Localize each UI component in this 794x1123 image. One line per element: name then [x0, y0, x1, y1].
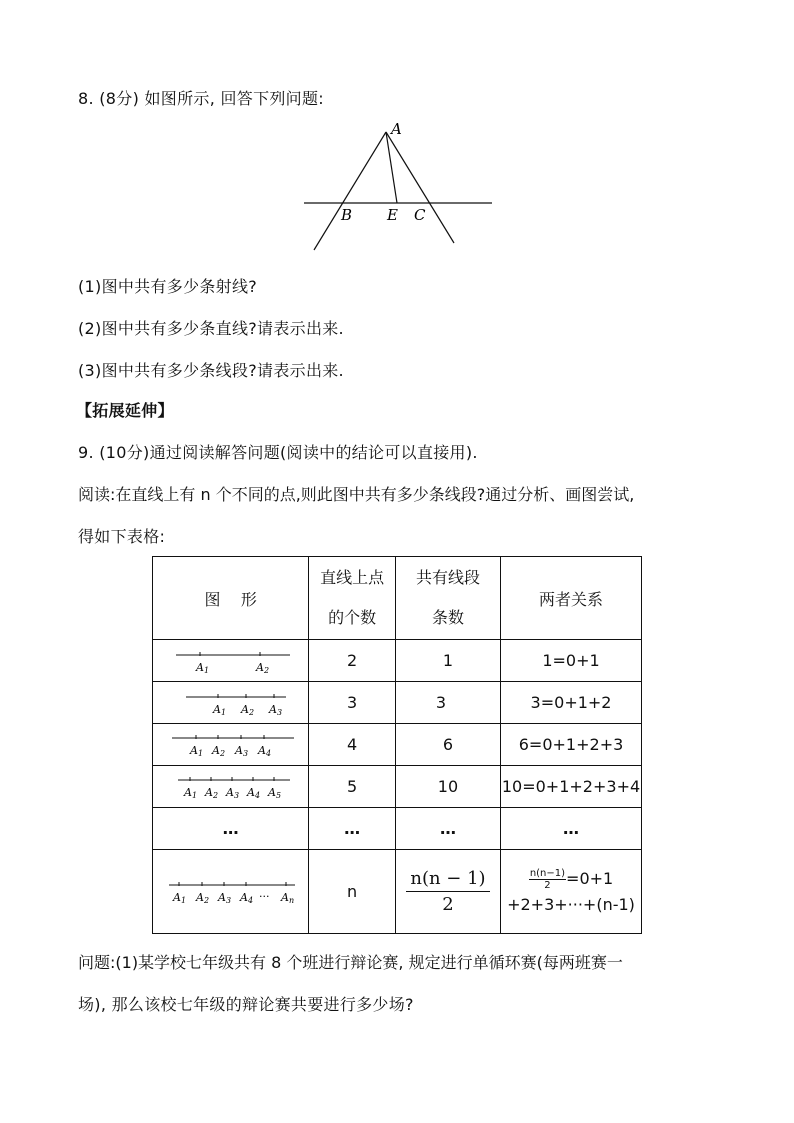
points-cell: n: [309, 850, 396, 934]
line-ab: [314, 132, 386, 250]
relation-line2: +2+3+···+(n-1): [507, 894, 635, 914]
point-label: A1: [183, 785, 197, 800]
point-label: A2: [255, 660, 269, 675]
table-row: [153, 640, 642, 682]
segments-formula: [406, 868, 489, 915]
points-cell: 4: [309, 724, 396, 766]
point-label: A1: [195, 660, 209, 675]
point-label: A5: [267, 785, 281, 800]
point-label: A2: [211, 743, 225, 758]
relation-cell: [501, 850, 642, 934]
point-label: A4: [246, 785, 260, 800]
header-points: [309, 557, 396, 640]
label-a: A: [391, 120, 402, 138]
point-label: A3: [234, 743, 248, 758]
points-cell: 2: [309, 640, 396, 682]
point-label: A3: [225, 785, 239, 800]
formula-denominator: 2: [442, 894, 454, 915]
q8-sub2: (2)图中共有多少条直线?请表示出来.: [78, 319, 344, 338]
points-cell: 3: [309, 682, 396, 724]
point-label: A4: [257, 743, 271, 758]
figure-cell: [153, 724, 309, 766]
figure-cell: [153, 640, 309, 682]
relation-cell: 6=0+1+2+3: [501, 724, 642, 766]
q9-title: 9. (10分)通过阅读解答问题(阅读中的结论可以直接用).: [78, 443, 478, 462]
relation-line1: [501, 866, 641, 892]
table-row-general: [153, 850, 642, 934]
segments-cell: 10: [395, 766, 500, 808]
header-segments-line2: 条数: [431, 608, 464, 627]
table-header-row: [153, 557, 642, 640]
q8-sub1: (1)图中共有多少条射线?: [78, 277, 258, 296]
point-label: A2: [240, 702, 254, 717]
points-cell: 5: [309, 766, 396, 808]
relation-numerator: n(n−1): [529, 867, 566, 879]
relation-cell: 1=0+1: [501, 640, 642, 682]
ellipsis-cell: …: [309, 808, 396, 850]
segments-cell: [395, 850, 500, 934]
segment-figure: [166, 646, 296, 676]
segments-cell: 3: [395, 682, 500, 724]
header-segments-line1: 共有线段: [415, 568, 480, 587]
segment-figure: [166, 730, 296, 760]
relation-formula: [529, 868, 566, 891]
point-label: A1: [172, 890, 186, 905]
relation-cell: 3=0+1+2: [501, 682, 642, 724]
header-points-line2: 的个数: [328, 608, 377, 627]
segment-figure: [163, 877, 299, 907]
point-label: A2: [195, 890, 209, 905]
dots-label: ···: [258, 889, 270, 903]
ellipsis-cell: …: [153, 808, 309, 850]
point-label: A1: [189, 743, 203, 758]
q9-question1: 问题:(1)某学校七年级共有 8 个班进行辩论赛, 规定进行单循环赛(每两班赛一: [78, 953, 623, 972]
table-row: [153, 682, 642, 724]
relation-cell: 10=0+1+2+3+4: [501, 766, 642, 808]
table-row: [153, 766, 642, 808]
figure-cell: [153, 766, 309, 808]
q8-title: 8. (8分) 如图所示, 回答下列问题:: [78, 89, 324, 108]
ellipsis-cell: …: [395, 808, 500, 850]
label-e: E: [387, 206, 398, 224]
segments-cell: 1: [395, 640, 500, 682]
segment-figure: [166, 772, 296, 802]
ellipsis-cell: …: [501, 808, 642, 850]
header-segments: [395, 557, 500, 640]
header-relation: 两者关系: [501, 557, 642, 640]
label-c: C: [414, 206, 426, 224]
segments-table: [152, 556, 642, 934]
point-label: A4: [239, 890, 253, 905]
section-heading: 【拓展延伸】: [76, 401, 174, 420]
table-row: [153, 724, 642, 766]
segment-figure: [166, 688, 296, 718]
q9-question1b: 场), 那么该校七年级的辩论赛共要进行多少场?: [78, 995, 414, 1014]
point-label: A1: [212, 702, 226, 717]
header-points-line1: 直线上点: [320, 568, 385, 587]
q8-sub3: (3)图中共有多少条线段?请表示出来.: [78, 361, 344, 380]
segments-cell: 6: [395, 724, 500, 766]
table-row-ellipsis: [153, 808, 642, 850]
header-figure: 图 形: [153, 557, 309, 640]
point-label: A3: [268, 702, 282, 717]
point-label: A3: [217, 890, 231, 905]
figure-cell: [153, 850, 309, 934]
label-b: B: [341, 206, 353, 224]
point-label: An: [280, 890, 294, 905]
relation-denominator: 2: [544, 879, 551, 891]
figure-cell: [153, 682, 309, 724]
formula-numerator: n(n − 1): [406, 868, 489, 892]
line-ac: [386, 132, 454, 243]
q9-read2: 得如下表格:: [78, 527, 166, 546]
relation-rest: =0+1: [566, 868, 614, 888]
q9-read: 阅读:在直线上有 n 个不同的点,则此图中共有多少条线段?通过分析、画图尝试,: [78, 485, 635, 504]
geometry-figure: [300, 118, 500, 258]
point-label: A2: [204, 785, 218, 800]
segment-ae: [386, 132, 397, 203]
